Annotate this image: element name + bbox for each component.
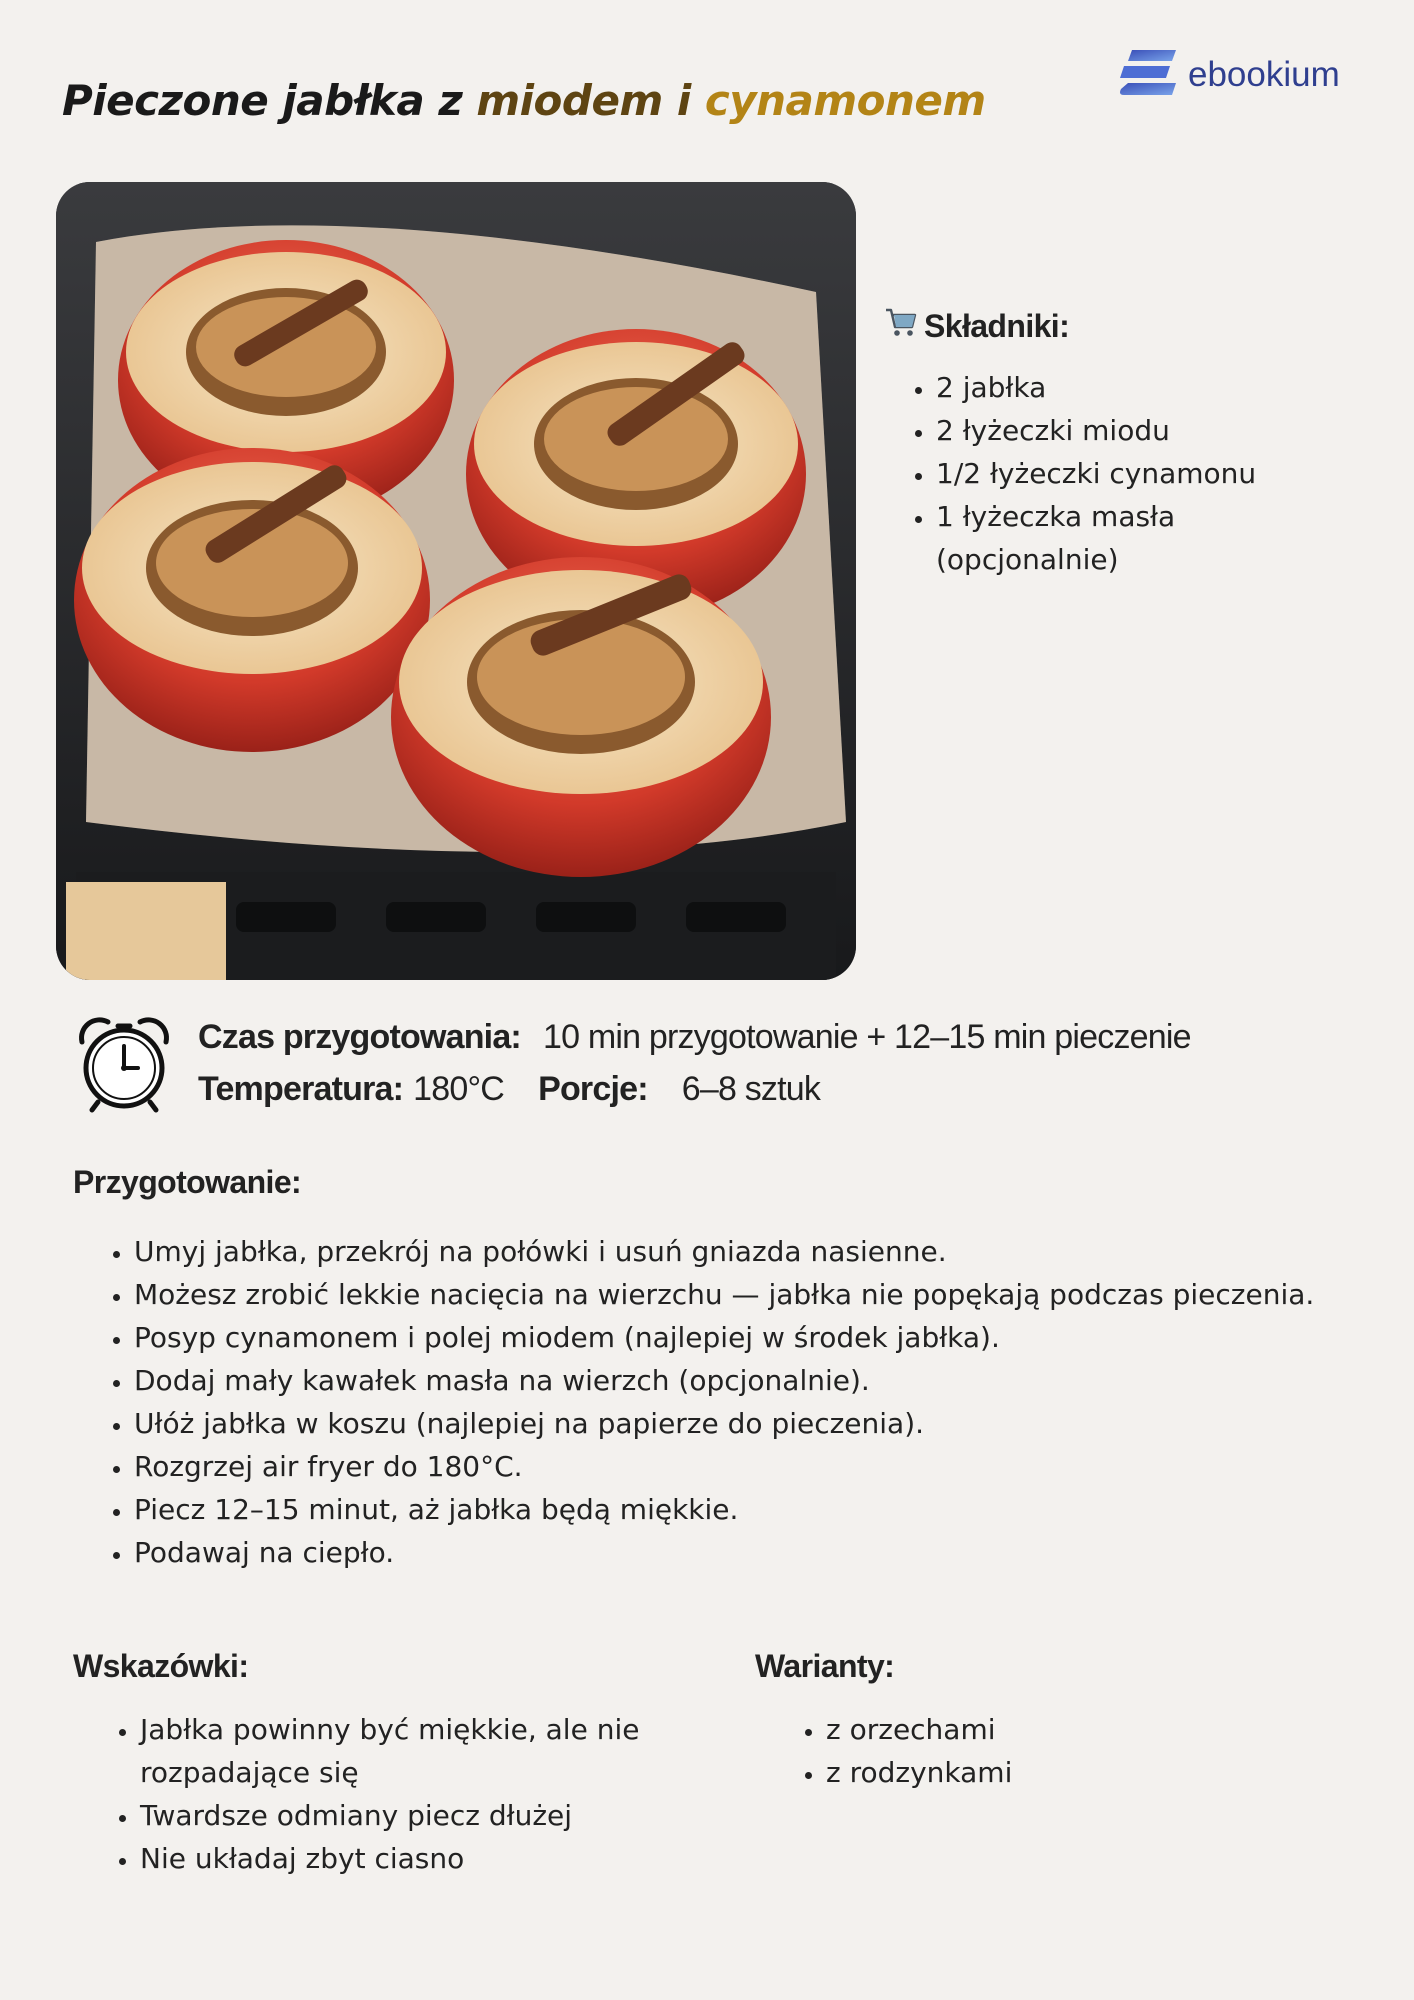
variant-item: • z rodzynkami <box>826 1751 1226 1794</box>
recipe-photo <box>56 182 856 980</box>
title-part-3: cynamonem <box>704 76 986 125</box>
ebookium-logo-text: ebookium <box>1188 55 1340 94</box>
ingredient-item: • 2 jabłka <box>936 366 1356 409</box>
preparation-step: • Piecz 12–15 minut, aż jabłka będą miękkie. <box>134 1488 1394 1531</box>
preparation-heading: Przygotowanie: <box>73 1164 302 1200</box>
portions-value: 6–8 sztuk <box>681 1070 821 1108</box>
ingredient-item: • 1 łyżeczka masła (opcjonalnie) <box>936 495 1356 581</box>
ebookium-logo-icon <box>1118 48 1178 102</box>
preparation-step: • Umyj jabłka, przekrój na połówki i usuń gniazda nasienne. <box>134 1230 1394 1273</box>
tips-heading: Wskazówki: <box>73 1648 249 1684</box>
prep-time-label: Czas przygotowania: <box>198 1018 521 1056</box>
variants-heading: Warianty: <box>755 1648 895 1684</box>
variant-item: • z orzechami <box>826 1708 1226 1751</box>
alarm-clock-icon <box>74 1016 174 1118</box>
preparation-step: • Ułóż jabłka w koszu (najlepiej na papierze do pieczenia). <box>134 1402 1394 1445</box>
shopping-cart-icon <box>884 306 918 346</box>
tips-list <box>102 1708 700 1880</box>
preparation-step: • Rozgrzej air fryer do 180°C. <box>134 1445 1394 1488</box>
temperature-label: Temperatura: <box>198 1070 404 1108</box>
preparation-step: • Posyp cynamonem i polej miodem (najlepiej w środek jabłka). <box>134 1316 1394 1359</box>
ingredients-heading <box>884 306 1069 346</box>
tip-item: • Jabłka powinny być miękkie, ale nie rozpadające się <box>140 1708 700 1794</box>
ingredient-item: • 2 łyżeczki miodu <box>936 409 1356 452</box>
title-part-2: miodem i <box>476 76 705 125</box>
prep-time-value: 10 min przygotowanie + 12–15 min pieczenie <box>542 1018 1191 1056</box>
preparation-step: • Dodaj mały kawałek masła na wierzch (opcjonalnie). <box>134 1359 1394 1402</box>
ebookium-logo <box>1118 48 1340 102</box>
ingredients-list <box>900 366 1356 581</box>
recipe-info <box>198 1018 1191 1122</box>
recipe-title <box>62 76 986 125</box>
preparation-list <box>96 1230 1394 1574</box>
ingredients-heading-text: Składniki: <box>924 307 1070 344</box>
preparation-step: • Podawaj na ciepło. <box>134 1531 1394 1574</box>
temperature-value: 180°C <box>413 1070 505 1108</box>
title-part-1: Pieczone jabłka z <box>62 76 477 125</box>
temp-portions-row <box>198 1070 1191 1122</box>
ingredient-item: • 1/2 łyżeczki cynamonu <box>936 452 1356 495</box>
tip-item: • Twardsze odmiany piecz dłużej <box>140 1794 700 1837</box>
portions-label: Porcje: <box>538 1070 648 1108</box>
preparation-step: • Możesz zrobić lekkie nacięcia na wierzchu — jabłka nie popękają podczas pieczenia. <box>134 1273 1394 1316</box>
prep-time-row <box>198 1018 1191 1070</box>
tip-item: • Nie układaj zbyt ciasno <box>140 1837 700 1880</box>
variants-list <box>788 1708 1226 1794</box>
